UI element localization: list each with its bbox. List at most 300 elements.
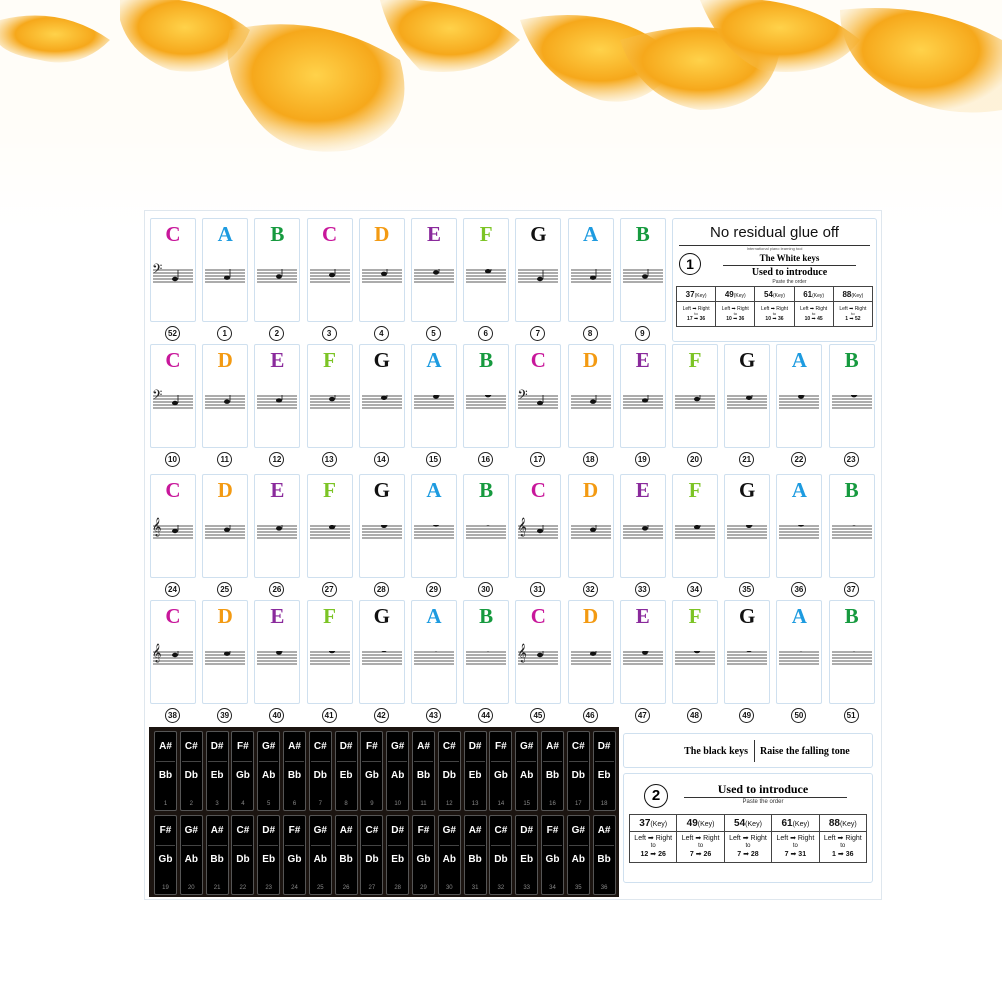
staff-lines <box>675 651 715 663</box>
key-number: 34 <box>549 885 556 891</box>
staff-lines <box>362 525 402 537</box>
key-number-badge: 12 <box>269 452 284 467</box>
order-cell: Left ➡ Right to 7 ➡ 31 <box>772 832 819 863</box>
key-number-badge: 28 <box>374 582 389 597</box>
white-key-sticker <box>463 600 509 704</box>
white-key-sticker <box>359 218 405 322</box>
white-key-sticker <box>411 474 457 578</box>
white-key-sticker <box>776 600 822 704</box>
flat-name: Gb <box>364 770 379 781</box>
divider <box>491 761 510 762</box>
flat-name: Ab <box>520 770 534 781</box>
key-number: 10 <box>394 801 402 807</box>
black-key-sticker <box>515 731 538 811</box>
note-letter: D <box>583 348 599 372</box>
black-key-sticker <box>567 815 590 895</box>
ginkgo-leaves-icon <box>0 0 1002 230</box>
black-key-sticker <box>206 731 229 811</box>
flat-name: Bb <box>545 770 560 781</box>
key-number: 27 <box>368 885 376 891</box>
sharp-name: D# <box>262 825 276 836</box>
note-letter: A <box>791 478 807 502</box>
staff-lines <box>779 651 819 663</box>
key-number: 26 <box>342 885 350 891</box>
step-one-badge: 1 <box>679 253 701 275</box>
black-key-sticker <box>489 731 512 811</box>
key-number-badge: 45 <box>530 708 545 723</box>
note-letter: C <box>165 348 181 372</box>
divider <box>208 845 227 846</box>
staff-lines <box>257 269 297 281</box>
staff-lines <box>518 269 558 281</box>
flat-name: Ab <box>313 854 327 865</box>
sharp-name: D# <box>391 825 405 836</box>
flat-name: Db <box>442 770 456 781</box>
black-key-sticker <box>515 815 538 895</box>
key-number-badge: 4 <box>374 326 389 341</box>
key-number-badge: 41 <box>322 708 337 723</box>
white-key-sticker <box>620 218 666 322</box>
key-number-badge: 18 <box>583 452 598 467</box>
order-cell: Left ➡ Right to 17 ➡ 36 <box>677 302 716 327</box>
white-keys-heading: The White keys <box>759 253 820 263</box>
key-number-badge: 49 <box>739 708 754 723</box>
black-key-sticker <box>464 731 487 811</box>
sharp-name: A# <box>339 825 353 836</box>
key-count-cell: 37(Key) <box>677 287 716 302</box>
sharp-name: G# <box>262 741 276 752</box>
sharp-name: A# <box>597 825 611 836</box>
bass-clef-icon: 𝄢 <box>152 387 163 406</box>
white-key-sticker <box>568 600 614 704</box>
staff-lines <box>414 525 454 537</box>
key-number-badge: 25 <box>217 582 232 597</box>
key-number-badge: 50 <box>791 708 806 723</box>
key-number: 3 <box>215 801 219 807</box>
staff-lines <box>727 395 767 407</box>
white-key-sticker <box>829 344 875 448</box>
white-key-sticker <box>776 474 822 578</box>
key-number: 6 <box>292 801 297 807</box>
black-key-sticker <box>593 731 616 811</box>
note-letter: G <box>373 478 390 502</box>
sharp-name: F# <box>546 825 559 836</box>
white-key-sticker <box>202 600 248 704</box>
black-key-sticker <box>283 731 306 811</box>
white-key-sticker <box>515 344 561 448</box>
key-number-badge: 52 <box>165 326 180 341</box>
staff-lines <box>571 651 611 663</box>
black-key-sticker <box>309 731 332 811</box>
paste-order-label: Paste the order <box>772 279 807 285</box>
white-key-sticker <box>150 600 196 704</box>
divider <box>259 845 278 846</box>
note-letter: B <box>479 478 494 502</box>
sharp-name: F# <box>417 825 430 836</box>
divider <box>595 761 614 762</box>
flat-name: Db <box>313 770 327 781</box>
note-letter: B <box>479 604 494 628</box>
sharp-name: G# <box>442 825 456 836</box>
note-letter: D <box>217 478 233 502</box>
key-number-badge: 24 <box>165 582 180 597</box>
divider <box>285 845 304 846</box>
used-to-introduce-heading: Used to introduce <box>751 267 828 278</box>
key-number-badge: 40 <box>269 708 284 723</box>
key-number: 31 <box>471 885 479 891</box>
key-number-badge: 21 <box>739 452 754 467</box>
black-key-sticker <box>257 815 280 895</box>
note-letter: F <box>323 478 336 502</box>
divider <box>466 761 485 762</box>
key-number-badge: 23 <box>844 452 859 467</box>
staff-lines <box>779 395 819 407</box>
key-number: 28 <box>394 885 402 891</box>
flat-name: Eb <box>468 770 482 781</box>
sharp-name: A# <box>288 741 301 752</box>
note-letter: E <box>270 478 285 502</box>
white-key-sticker <box>568 474 614 578</box>
flat-name: Gb <box>545 854 560 865</box>
key-number-badge: 33 <box>635 582 650 597</box>
key-count-cell: 61(Key) <box>772 815 819 832</box>
black-key-sticker <box>360 815 383 895</box>
sharp-name: F# <box>159 825 172 836</box>
note-letter: E <box>270 348 285 372</box>
key-number: 22 <box>239 885 247 891</box>
key-number-badge: 48 <box>687 708 702 723</box>
note-letter: G <box>530 222 547 246</box>
order-cell: Left ➡ Right to 10 ➡ 36 <box>716 302 755 327</box>
key-number-badge: 30 <box>478 582 493 597</box>
divider <box>208 761 227 762</box>
key-number: 25 <box>316 885 324 891</box>
key-number-badge: 14 <box>374 452 389 467</box>
flat-name: Eb <box>520 854 534 865</box>
key-number-badge: 16 <box>478 452 493 467</box>
order-cell: Left ➡ Right to 7 ➡ 26 <box>677 832 724 863</box>
white-key-sticker <box>307 344 353 448</box>
white-key-sticker <box>307 218 353 322</box>
divider <box>156 761 175 762</box>
white-key-sticker <box>724 600 770 704</box>
staff-lines <box>571 395 611 407</box>
key-number-badge: 17 <box>530 452 545 467</box>
sharp-name: A# <box>417 741 430 752</box>
staff-lines <box>832 525 872 537</box>
note-letter: A <box>426 348 442 372</box>
sharp-name: F# <box>237 741 249 752</box>
key-number: 19 <box>162 885 169 891</box>
black-keys-panel <box>149 727 619 897</box>
key-number: 23 <box>265 885 273 891</box>
note-letter: G <box>739 348 756 372</box>
note-letter: A <box>217 222 233 246</box>
flat-name: Gb <box>287 854 302 865</box>
divider <box>569 845 588 846</box>
key-number-badge: 15 <box>426 452 441 467</box>
key-number-badge: 38 <box>165 708 180 723</box>
flat-name: Eb <box>339 770 353 781</box>
sharp-name: A# <box>159 741 172 752</box>
treble-clef-icon: 𝄞 <box>152 517 162 536</box>
white-key-sticker <box>411 344 457 448</box>
note-letter: A <box>426 478 442 502</box>
key-count-cell: 54(Key) <box>755 287 794 302</box>
order-cell: Left ➡ Right to 12 ➡ 26 <box>630 832 677 863</box>
order-cell: Left ➡ Right to 1 ➡ 36 <box>819 832 866 863</box>
note-letter: F <box>323 604 336 628</box>
sharp-name: G# <box>184 825 198 836</box>
staff-lines <box>623 395 663 407</box>
white-key-sticker <box>776 344 822 448</box>
note-letter: D <box>583 604 599 628</box>
divider <box>569 761 588 762</box>
key-number-badge: 51 <box>844 708 859 723</box>
white-key-sticker <box>359 474 405 578</box>
white-keys-order-table <box>676 286 873 327</box>
staff-lines <box>623 651 663 663</box>
key-number-badge: 27 <box>322 582 337 597</box>
key-number-badge: 26 <box>269 582 284 597</box>
staff-lines <box>675 525 715 537</box>
flat-name: Db <box>236 854 250 865</box>
sharp-name: G# <box>313 825 327 836</box>
staff-lines <box>466 269 506 281</box>
staff-lines <box>571 269 611 281</box>
white-key-sticker <box>672 474 718 578</box>
sharp-name: C# <box>571 741 585 752</box>
black-key-sticker <box>180 731 203 811</box>
note-letter: E <box>426 222 441 246</box>
black-key-sticker <box>206 815 229 895</box>
key-number-badge: 31 <box>530 582 545 597</box>
divider <box>414 845 433 846</box>
note-letter: E <box>635 478 650 502</box>
staff-lines <box>205 651 245 663</box>
divider <box>337 845 356 846</box>
white-keys-info-panel <box>672 218 877 342</box>
white-key-sticker <box>307 600 353 704</box>
note-letter: C <box>530 348 546 372</box>
staff-lines <box>310 395 350 407</box>
black-keys-label: The black keys <box>684 746 748 757</box>
sharp-name: D# <box>520 825 534 836</box>
staff-lines <box>466 525 506 537</box>
black-key-sticker <box>231 731 254 811</box>
staff-lines <box>310 525 350 537</box>
staff-lines <box>623 269 663 281</box>
key-number-badge: 11 <box>217 452 232 467</box>
staff-lines <box>257 395 297 407</box>
white-key-sticker <box>150 344 196 448</box>
key-number-badge: 19 <box>635 452 650 467</box>
key-number-badge: 3 <box>322 326 337 341</box>
order-cell: Left ➡ Right to 7 ➡ 28 <box>724 832 771 863</box>
black-key-sticker <box>309 815 332 895</box>
key-count-cell: 61(Key) <box>794 287 833 302</box>
flat-name: Db <box>184 770 198 781</box>
sharp-name: G# <box>520 741 534 752</box>
white-key-sticker <box>463 218 509 322</box>
key-number-badge: 10 <box>165 452 180 467</box>
key-number-badge: 13 <box>322 452 337 467</box>
flat-name: Gb <box>416 854 431 865</box>
flat-name: Eb <box>597 770 611 781</box>
note-letter: C <box>165 222 181 246</box>
sharp-name: D# <box>597 741 611 752</box>
sharp-name: A# <box>546 741 559 752</box>
sharp-name: G# <box>571 825 585 836</box>
staff-lines <box>832 395 872 407</box>
staff-lines <box>832 651 872 663</box>
staff-lines <box>727 651 767 663</box>
key-number-badge: 6 <box>478 326 493 341</box>
flat-name: Bb <box>339 854 353 865</box>
white-key-sticker <box>724 474 770 578</box>
flat-name: Ab <box>442 854 456 865</box>
staff-lines <box>675 395 715 407</box>
black-key-sticker <box>360 731 383 811</box>
black-key-sticker <box>386 815 409 895</box>
sharp-name: F# <box>495 741 507 752</box>
note-letter: A <box>426 604 442 628</box>
divider <box>362 845 381 846</box>
divider <box>517 761 536 762</box>
divider <box>491 845 510 846</box>
staff-lines <box>205 269 245 281</box>
key-number: 16 <box>549 801 556 807</box>
key-number-badge: 5 <box>426 326 441 341</box>
paste-order-label: Paste the order <box>742 799 784 805</box>
white-key-sticker <box>359 344 405 448</box>
divider <box>543 845 562 846</box>
black-key-sticker <box>231 815 254 895</box>
staff-lines <box>205 395 245 407</box>
sharp-name: D# <box>339 741 353 752</box>
white-key-sticker <box>254 218 300 322</box>
key-number-badge: 42 <box>374 708 389 723</box>
sharp-name: C# <box>365 825 379 836</box>
black-keys-info-panel <box>623 773 873 883</box>
key-count-cell: 37(Key) <box>630 815 677 832</box>
black-key-sticker <box>567 731 590 811</box>
white-key-sticker <box>254 474 300 578</box>
note-letter: C <box>322 222 338 246</box>
info-subtitle: International piano learning tool <box>746 246 803 251</box>
divider <box>440 761 459 762</box>
divider <box>156 845 175 846</box>
note-letter: B <box>844 478 859 502</box>
key-number-badge: 22 <box>791 452 806 467</box>
step-two-badge: 2 <box>644 784 668 808</box>
key-number: 12 <box>445 801 453 807</box>
white-key-sticker <box>829 474 875 578</box>
note-letter: B <box>844 348 859 372</box>
key-count-cell: 88(Key) <box>833 287 872 302</box>
staff-lines <box>466 651 506 663</box>
sharp-name: C# <box>442 741 456 752</box>
white-key-sticker <box>724 344 770 448</box>
black-key-sticker <box>489 815 512 895</box>
key-number: 35 <box>574 885 582 891</box>
sharp-name: C# <box>236 825 250 836</box>
flat-name: Eb <box>262 854 276 865</box>
flat-name: Ab <box>184 854 198 865</box>
white-key-sticker <box>620 344 666 448</box>
used-to-introduce-heading: Used to introduce <box>717 782 809 796</box>
flat-name: Ab <box>262 770 276 781</box>
note-letter: F <box>479 222 493 246</box>
flat-name: Eb <box>391 854 405 865</box>
sharp-name: F# <box>288 825 301 836</box>
key-count-cell: 49(Key) <box>716 287 755 302</box>
white-key-sticker <box>515 218 561 322</box>
white-key-sticker <box>202 218 248 322</box>
black-key-sticker <box>335 731 358 811</box>
black-key-sticker <box>154 815 177 895</box>
white-key-sticker <box>254 344 300 448</box>
white-key-sticker <box>463 344 509 448</box>
note-letter: A <box>791 348 807 372</box>
white-key-sticker <box>620 600 666 704</box>
white-key-sticker <box>411 600 457 704</box>
staff-lines <box>362 395 402 407</box>
key-number-badge: 37 <box>844 582 859 597</box>
key-number: 13 <box>471 801 479 807</box>
key-number: 5 <box>267 801 271 807</box>
note-letter: C <box>165 604 181 628</box>
key-number-badge: 35 <box>739 582 754 597</box>
key-number-badge: 44 <box>478 708 493 723</box>
note-letter: A <box>791 604 807 628</box>
divider <box>754 740 755 762</box>
key-number-badge: 9 <box>635 326 650 341</box>
divider <box>311 845 330 846</box>
key-number-badge: 20 <box>687 452 702 467</box>
flat-name: Bb <box>158 770 173 781</box>
note-letter: D <box>374 222 390 246</box>
black-key-sticker <box>438 731 461 811</box>
black-key-sticker <box>464 815 487 895</box>
divider <box>311 761 330 762</box>
order-cell: Left ➡ Right to 10 ➡ 36 <box>755 302 794 327</box>
black-key-sticker <box>438 815 461 895</box>
note-letter: E <box>635 348 650 372</box>
divider <box>595 845 614 846</box>
note-letter: E <box>635 604 650 628</box>
key-number: 11 <box>420 801 427 807</box>
white-key-sticker <box>672 600 718 704</box>
white-key-sticker <box>515 600 561 704</box>
bass-clef-icon: 𝄢 <box>517 387 528 406</box>
key-number-badge: 34 <box>687 582 702 597</box>
sharp-name: C# <box>494 825 508 836</box>
flat-name: Gb <box>235 770 250 781</box>
key-number-badge: 36 <box>791 582 806 597</box>
divider <box>233 761 252 762</box>
note-letter: D <box>217 604 233 628</box>
key-number: 4 <box>241 801 245 807</box>
key-number-badge: 46 <box>583 708 598 723</box>
white-key-sticker <box>411 218 457 322</box>
sharp-name: F# <box>366 741 378 752</box>
white-key-sticker <box>202 344 248 448</box>
note-letter: G <box>739 604 756 628</box>
key-number: 14 <box>497 801 505 807</box>
order-cell: Left ➡ Right to 10 ➡ 45 <box>794 302 833 327</box>
sharp-name: C# <box>313 741 327 752</box>
